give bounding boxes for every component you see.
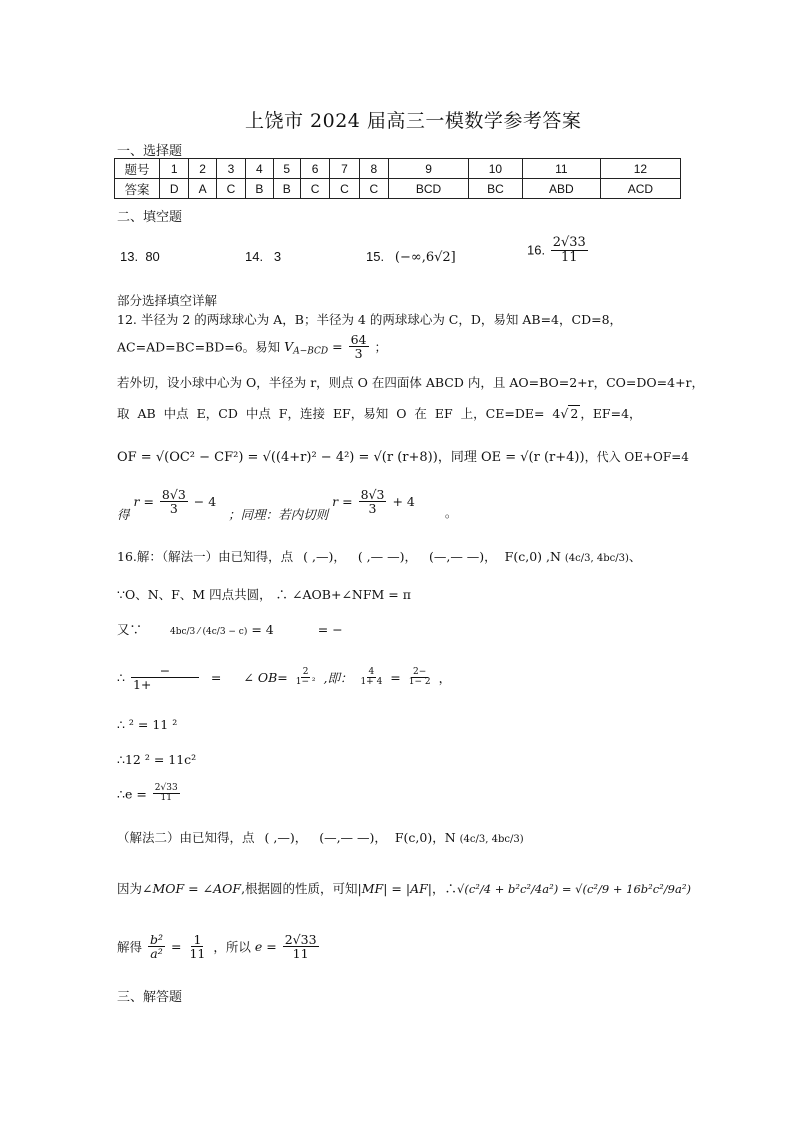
q16-l9-because: 因为 — [117, 881, 143, 896]
q16-l4-frac4 — [407, 668, 433, 688]
q16-l9-prop: ,根据圆的性质，可知 — [241, 881, 358, 896]
fill-q13 — [120, 249, 160, 264]
q12-line6-end: 。 — [444, 505, 458, 521]
q16-l3-frac: 4bc/3 ⁄ (4c/3 − c) — [170, 627, 248, 637]
r-outer-fraction — [160, 488, 188, 515]
table-cell: ABD — [522, 179, 600, 199]
table-cell: BC — [469, 179, 523, 199]
table-cell: 8 — [359, 159, 388, 179]
q16-line1-end: 、 — [628, 549, 642, 564]
q16-line3 — [117, 620, 343, 638]
ratio-fraction — [148, 933, 165, 960]
q12-mid: ；同理：若内切则 — [228, 507, 329, 523]
q16-l4-ie: ,即： — [323, 670, 353, 686]
fill-q16 — [527, 236, 590, 264]
table-head-answer: 答案 — [115, 179, 160, 199]
q16-l10-e: e = — [254, 939, 277, 955]
q12-de: 得 — [117, 507, 130, 523]
point-f: F(c,0)，N — [394, 830, 456, 845]
q16-l10-eq: = — [171, 939, 182, 955]
r-outer-tail: − 4 — [193, 494, 217, 510]
detail-heading: 部分选择填空详解 — [117, 293, 218, 308]
point-b: ( ,— —)， — [357, 549, 417, 564]
fraction-denominator: 1+ 4 — [360, 677, 383, 688]
table-row-numbers — [115, 159, 681, 179]
sqrt-sign: √ — [560, 406, 569, 421]
table-cell: A — [189, 179, 216, 199]
q16-l4-eq2: = — [390, 670, 401, 686]
q12-line5 — [117, 446, 689, 465]
table-cell: 3 — [216, 159, 245, 179]
fraction-denominator: 11 — [560, 249, 578, 265]
q16-line4 — [117, 664, 451, 691]
point-n: (4c/3, 4bc/3) — [459, 834, 524, 845]
sqrt-radicand: 2 — [570, 406, 579, 421]
q12-line4-text: 取 AB 中点 E，CD 中点 F，连接 EF，易知 O 在 EF 上，CE=DE= 4 — [117, 406, 561, 421]
table-cell: 1 — [160, 159, 189, 179]
angle-equation: ∠MOF = ∠AOF — [142, 881, 242, 896]
table-head-number: 题号 — [115, 159, 160, 179]
q16-line5: ∴ ² = 11 ² — [117, 717, 178, 732]
fraction-denominator: 1+ — [132, 677, 152, 693]
eccentricity-fraction — [283, 933, 319, 960]
fill-q14-label: 14. — [245, 249, 264, 264]
fill-q13-label: 13. — [120, 249, 139, 264]
fill-q15 — [366, 249, 456, 265]
table-cell: C — [359, 179, 388, 199]
fraction-denominator: a² — [150, 946, 163, 962]
fraction-numerator: − — [131, 664, 199, 678]
q16-l4-eq: = — [210, 670, 222, 686]
fraction-numerator: b² — [150, 932, 164, 947]
fraction-numerator: 4 — [368, 666, 375, 677]
q16-l4-frac2 — [294, 668, 318, 688]
fill-q15-value: (−∞,6√2] — [394, 250, 456, 265]
q16-line10 — [117, 933, 321, 960]
q16-l10-solve: 解得 — [117, 939, 143, 955]
fraction-denominator: 11 — [292, 946, 309, 962]
fraction-denominator: 11 — [160, 793, 172, 804]
q16-intro: 16.解：（解法一）由已知得，点 — [117, 549, 294, 564]
fraction-numerator: 8√3 — [161, 487, 186, 502]
point-a: ( ,—)， — [303, 549, 346, 564]
q16-line7 — [117, 784, 182, 804]
fill-q16-label: 16. — [527, 242, 546, 258]
table-cell: 6 — [300, 159, 329, 179]
fraction-numerator: 1 — [193, 932, 202, 947]
q16-line2: ∵O、N、F、M 四点共圆， ∴ ∠AOB+∠NFM = π — [117, 587, 411, 602]
q16-l3-eq: = 4 — [251, 622, 274, 637]
volume-subscript: A−BCD — [293, 346, 329, 357]
q12-line1: 12. 半径为 2 的两球球心为 A，B；半径为 4 的两球球心为 C，D，易知 AB=4，CD=8， — [117, 312, 623, 327]
fraction-numerator: 2− — [413, 666, 427, 677]
table-cell: B — [273, 179, 300, 199]
fill-q16-fraction — [551, 236, 588, 264]
ratio-value-fraction — [187, 933, 207, 960]
fraction-numerator: 2√33 — [552, 235, 586, 250]
r-inner-tail: + 4 — [392, 494, 415, 510]
q16-l8-intro: （解法二）由已知得，点 — [117, 830, 255, 845]
table-cell: 5 — [273, 159, 300, 179]
q12-line2-end: ； — [374, 339, 387, 355]
q12-volume-fraction — [349, 333, 369, 360]
table-cell: 7 — [330, 159, 359, 179]
table-cell: 4 — [246, 159, 273, 179]
q16-l4-angle: ∠ OB= — [243, 670, 288, 686]
table-cell: 2 — [189, 159, 216, 179]
fill-q13-value: 80 — [145, 249, 160, 264]
q12-line2-text: AC=AD=BC=BD=6。易知 — [117, 339, 281, 355]
q12-line6 — [117, 487, 458, 523]
fraction-numerator: 2√33 — [154, 783, 178, 793]
table-cell: ACD — [600, 179, 680, 199]
answer-table — [114, 158, 681, 199]
volume-symbol: V — [284, 339, 294, 355]
oe-formula: OE = √(r (r+4)) — [480, 450, 585, 465]
table-cell: BCD — [389, 179, 469, 199]
table-cell: 11 — [522, 159, 600, 179]
q16-l4-therefore: ∴ — [117, 670, 125, 686]
q16-l4-end: ， — [438, 670, 452, 686]
q16-l4-frac3 — [358, 668, 384, 688]
q12-line2 — [117, 333, 387, 360]
fraction-numerator: 64 — [350, 332, 367, 347]
table-cell: C — [330, 179, 359, 199]
eccentricity-fraction — [153, 784, 180, 804]
table-cell: C — [216, 179, 245, 199]
fill-q14-value: 3 — [273, 249, 282, 264]
table-cell: D — [160, 179, 189, 199]
table-cell: B — [246, 179, 273, 199]
of-formula: OF = √(OC² − CF²) = √((4+r)² − 4²) = √(r (r+8))，同理 — [117, 450, 477, 465]
fraction-denominator: 1− ² — [295, 677, 316, 688]
fraction-denominator: 11 — [189, 946, 206, 962]
r-symbol: r = — [133, 494, 154, 510]
q16-l4-fraction — [131, 664, 199, 691]
r-inner-fraction — [359, 488, 387, 515]
section-choice-heading: 一、选择题 — [117, 144, 183, 159]
fraction-denominator: 3 — [169, 501, 178, 517]
table-cell: 9 — [389, 159, 469, 179]
table-cell: 10 — [469, 159, 523, 179]
q12-eq: = — [332, 339, 343, 355]
q16-line9 — [117, 879, 691, 897]
point-a: ( ,—)， — [264, 830, 308, 845]
section-solution-heading: 三、解答题 — [117, 990, 183, 1005]
q12-line4 — [117, 404, 642, 422]
fraction-numerator: 2√33 — [284, 932, 317, 947]
fraction-denominator: 3 — [354, 346, 363, 362]
point-f: F(c,0) ,N — [504, 549, 561, 564]
q16-l7-e: ∴e = — [117, 786, 147, 802]
fraction-numerator: 2 — [302, 666, 309, 677]
point-n: (4c/3, 4bc/3) — [564, 553, 629, 564]
fill-q14 — [245, 249, 281, 264]
fraction-denominator: 1− 2 — [408, 677, 431, 688]
q16-line6: ∴12 ² = 11c² — [117, 752, 197, 767]
q12-line4-tail: ，EF=4， — [580, 406, 642, 421]
q16-l3-tail: = − — [317, 622, 343, 637]
fraction-numerator: 8√3 — [360, 487, 385, 502]
q12-line5-tail: ，代入 OE+OF=4 — [584, 450, 689, 464]
table-row-answers — [115, 179, 681, 199]
q16-line1 — [117, 547, 641, 565]
length-equation: |MF| = |AF| — [357, 881, 432, 896]
q16-line8 — [117, 828, 524, 846]
q12-line3: 若外切，设小球中心为 O，半径为 r，则点 O 在四面体 ABCD 内，且 AO=BO=2+r，CO=DO=4+r， — [117, 375, 705, 390]
distance-equation: √(c²/4 + b²c²/4a²) = √(c²/9 + 16b²c²/9a²) — [457, 882, 691, 896]
point-m: (—,— —)， — [428, 549, 497, 564]
table-cell: C — [300, 179, 329, 199]
fraction-denominator: 3 — [368, 501, 377, 517]
table-cell: 12 — [600, 159, 680, 179]
fill-q15-label: 15. — [366, 249, 385, 264]
q16-l3-text: 又∵ — [117, 622, 143, 637]
page-title: 上饶市 2024 届高三一模数学参考答案 — [245, 110, 582, 132]
q16-l9-therefore: ，∴ — [432, 881, 458, 896]
section-fill-heading: 二、填空题 — [117, 210, 183, 225]
q16-l10-so: ，所以 — [213, 939, 251, 955]
r-symbol: r = — [332, 494, 353, 510]
point-m: (—,— —)， — [319, 830, 387, 845]
